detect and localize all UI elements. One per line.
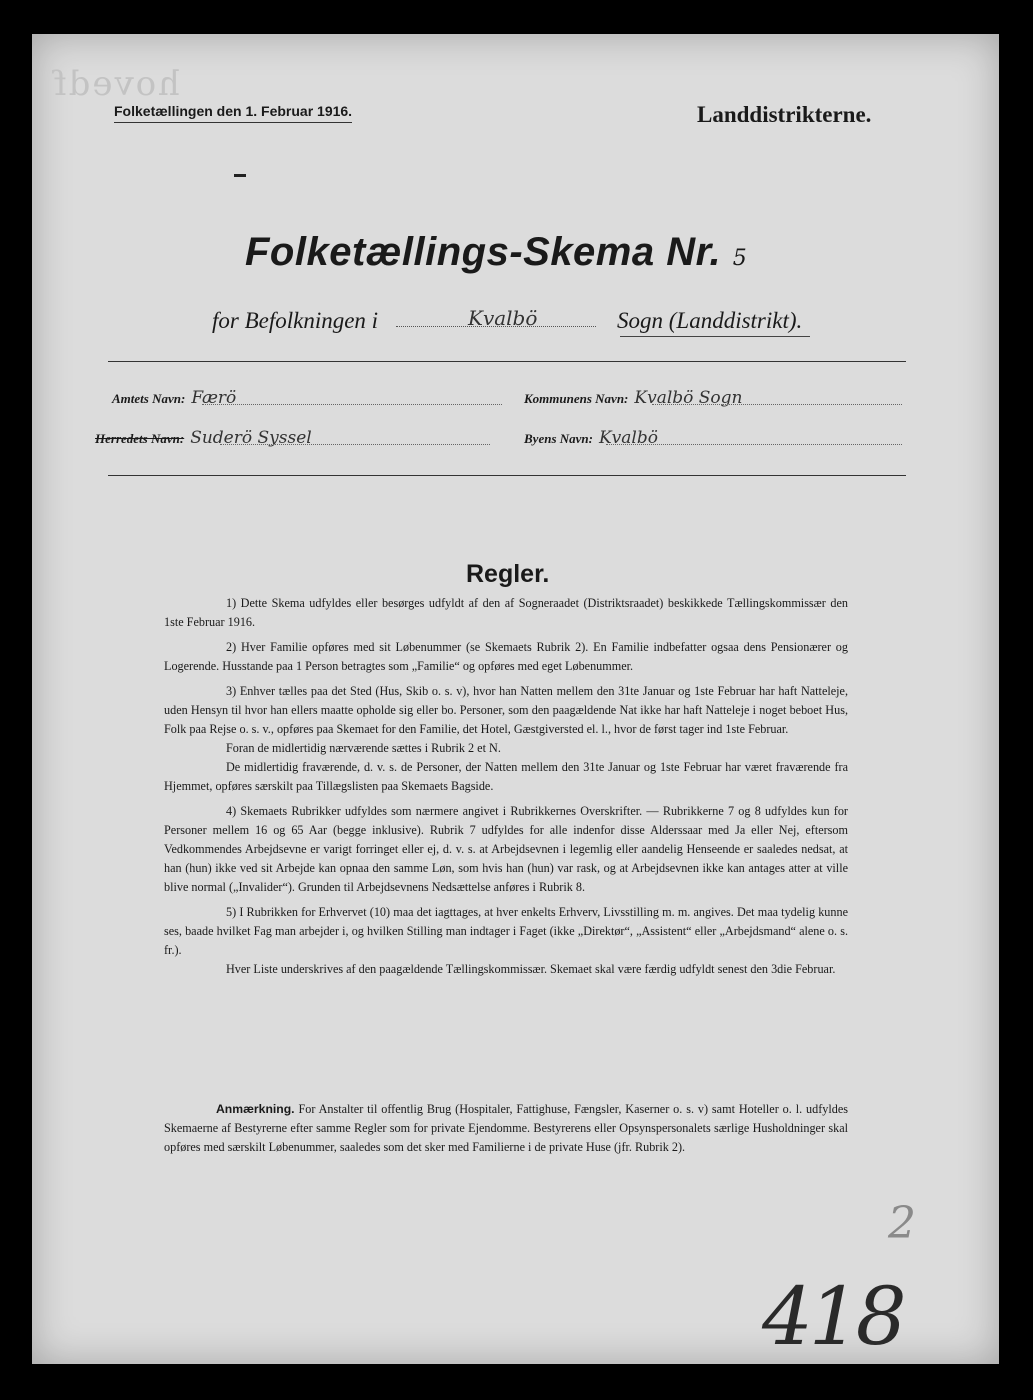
rule-3-absent: De midlertidig fraværende, d. v. s. de Personer, der Natten mellem den 31te Januar og 1ste Februar har været fraværende fra Hjemmet, opføres særskilt paa Tillægslisten paa Skemaets Bagside.: [164, 760, 848, 793]
rules-heading: Regler.: [466, 560, 550, 588]
rule-3-present: Foran de midlertidig nærværende sættes i Rubrik 2 et N.: [226, 741, 501, 755]
rules-body: [164, 594, 848, 985]
rule-3: 3) Enhver tælles paa det Sted (Hus, Skib o. s. v), hvor han Natten mellem den 31te Januar og 1ste Februar har haft Natteleje, uden Hensyn til hvor han ellers maatte opholde sig eller bo. Personer, som den paagældende Nat ikke har haft Natteleje i noget beboet Hus, Folk paa Rejse o. s. v., opføres paa Skemaet for den Familie, det Hotel, Gæstgiversted el. l., hvor de først tager ind 1ste Februar.: [164, 684, 848, 736]
rule-1: 1) Dette Skema udfyldes eller besørges udfyldt af den af Sogneraadet (Distriktsraadet) beskikkede Tællingskommissær den 1ste Februar 1916.: [164, 596, 848, 629]
by-dotted-line: [606, 444, 902, 445]
by-value: Kvalbö: [598, 428, 658, 448]
subtitle-suffix: Sogn (Landdistrikt).: [617, 308, 803, 333]
note-paragraph: [164, 1100, 848, 1157]
amt-value: Færö: [191, 388, 237, 408]
kommune-label: Kommunens Navn:: [524, 391, 629, 406]
kommune-field: [524, 388, 743, 408]
rule-2: 2) Hver Familie opføres med sit Løbenummer (se Skemaets Rubrik 2). En Familie indbefatter ogsaa dens Pensionærer og Logerende. Husstande paa 1 Person betragtes som „Familie“ og opføres med eget Løbenummer.: [164, 640, 848, 673]
amt-label: Amtets Navn:: [112, 391, 186, 406]
form-number-handwritten: 5: [732, 246, 748, 271]
census-date-header: Folketællingen den 1. Februar 1916.: [114, 103, 352, 123]
kommune-value: Kvalbö Sogn: [634, 388, 743, 408]
herred-value: Suderö Syssel: [190, 428, 312, 448]
herred-field: [95, 428, 312, 448]
rule-signature: Hver Liste underskrives af den paagældende Tællingskommissær. Skemaet skal være færdig udfyldt senest den 3die Februar.: [226, 962, 836, 976]
form-subtitle: [212, 308, 852, 338]
form-title-text: Folketællings-Skema Nr.: [245, 230, 722, 274]
subtitle-prefix: for Befolkningen i: [212, 308, 379, 333]
district-type-header: Landdistrikterne.: [697, 102, 872, 127]
form-title: [245, 230, 747, 275]
ink-dash-mark: [234, 174, 246, 177]
kommune-dotted-line: [652, 404, 902, 405]
ink-annotation: 418: [762, 1270, 903, 1363]
amt-field: [112, 388, 236, 408]
pencil-annotation: 2: [888, 1198, 916, 1249]
rule-4: 4) Skemaets Rubrikker udfyldes som nærmere angivet i Rubrikkernes Overskrifter. — Rubrikkerne 7 og 8 udfyldes kun for Personer mellem 16 og 65 Aar (begge inklusive). Rubrik 7 udfyldes for alle indenfor disse Alderssaar med Ja eller Nej, eftersom Vedkommendes Arbejdsevne er varigt forringet eller ej, d. v. s. at Arbejdsevnen i legemlig eller aandelig Henseende er saaledes nedsat, at han (hun) ikke ved sit Arbejde kan opnaa den samme Løn, som hvis han (hun) var rask, og at Arbejdsevnen ikke kan antages atter at ville blive normal („Invalider“). Grunden til Arbejdsevnens Nedsættelse anføres i Rubrik 8.: [164, 804, 848, 894]
note-label: Anmærkning.: [216, 1102, 295, 1116]
amt-dotted-line: [202, 404, 502, 405]
bleed-through-text: hovedf: [52, 64, 181, 104]
by-field: [524, 428, 658, 448]
parish-handwritten: Kvalbö: [468, 306, 538, 330]
herred-dotted-line: [220, 444, 490, 445]
rule-5: 5) I Rubrikken for Erhvervet (10) maa det iagttages, at hver enkelts Erhverv, Livsstilling m. m. angives. Det maa tydelig kunne ses, baade hvilket Fag man arbejder i, og hvilken Stilling man indtager i Faget (ikke „Direktør“, „Assistent“ eller „Arbejdsmand“ alene o. s. fr.).: [164, 905, 848, 957]
herred-label: Herredets Navn:: [95, 431, 185, 446]
by-label: Byens Navn:: [524, 431, 593, 446]
subtitle-underline: [620, 336, 810, 337]
note-text: For Anstalter til offentlig Brug (Hospitaler, Fattighuse, Fængsler, Kaserner o. s. v) samt Hoteller o. l. udfyldes Skemaerne af Bestyrerne efter samme Regler som for private Ejendomme. Bestyrerens eller Opsynspersonalets særlige Husholdninger skal opføres med særskilt Løbenummer, saaledes som det sker med Familierne i de private Huse (jfr. Rubrik 2).: [164, 1102, 849, 1154]
divider-top: [108, 361, 906, 362]
divider-bottom: [108, 475, 906, 476]
